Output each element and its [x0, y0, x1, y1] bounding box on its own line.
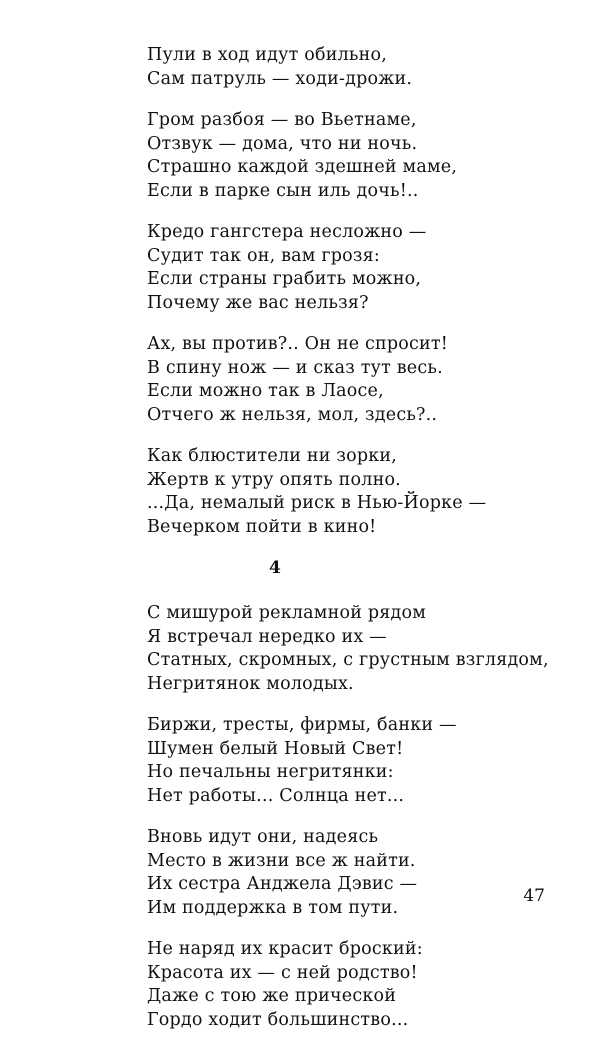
stanza — [147, 109, 567, 203]
poem-line: Жертв к утру опять полно. — [147, 469, 401, 490]
poem-line: Кредо гангстера несложно — — [147, 222, 427, 242]
poem-line: Если можно так в Лаосе, — [147, 381, 384, 401]
stanza — [147, 714, 567, 808]
poem-line: Гордо ходит большинство... — [147, 1009, 409, 1030]
poem-line: Вечерком пойти в кино! — [147, 516, 377, 537]
poem-line: Биржи, тресты, фирмы, банки — — [147, 715, 457, 735]
page-number: 47 — [523, 886, 545, 906]
stanza — [147, 333, 567, 427]
stanza — [147, 938, 567, 1032]
poem-line: Их сестра Анджела Дэвис — — [147, 874, 418, 894]
poem-line: Шумен белый Новый Свет! — [147, 738, 404, 759]
poem-line: Красота их — с ней родство! — [147, 962, 418, 983]
poem-line: Пули в ход идут обильно, — [147, 45, 387, 65]
poem-line: Почему же вас нельзя? — [147, 292, 369, 313]
poem-line: Им поддержка в том пути. — [147, 897, 399, 918]
poem-line: Как блюстители ни зорки, — [147, 446, 398, 466]
poem-line: Гром разбоя — во Вьетнаме, — [147, 110, 417, 130]
stanza — [147, 445, 567, 539]
poem-line: Но печальны негритянки: — [147, 762, 394, 782]
poem-line: ...Да, немалый риск в Нью-Йорке — — [147, 493, 487, 513]
poem-line: Я встречал нередко их — — [147, 626, 387, 647]
poem-line: Отзвук — дома, что ни ночь. — [147, 133, 418, 154]
poem-text — [147, 44, 567, 1050]
poem-line: Место в жизни все ж найти. — [147, 850, 416, 871]
stanza — [147, 44, 567, 91]
section-number: 4 — [269, 558, 281, 578]
poem-line: Страшно каждой здешней маме, — [147, 157, 458, 177]
poem-line: Вновь идут они, надеясь — [147, 827, 379, 847]
poem-line: Статных, скромных, с грустным взглядом, — [147, 650, 549, 670]
poem-line: Нет работы... Солнца нет... — [147, 785, 405, 806]
poem-line: В спину нож — и сказ тут весь. — [147, 357, 443, 378]
poem-line: Ах, вы против?.. Он не спросит! — [147, 334, 448, 354]
poem-line: С мишурой рекламной рядом — [147, 603, 427, 623]
poem-line: Даже с тою же прической — [147, 986, 397, 1006]
poem-line: Отчего ж нельзя, мол, здесь?.. — [147, 404, 438, 425]
poem-line: Если страны грабить можно, — [147, 269, 422, 289]
poem-line: Судит так он, вам грозя: — [147, 245, 380, 266]
stanza — [147, 826, 567, 920]
stanza — [147, 221, 567, 315]
poem-line: Негритянок молодых. — [147, 673, 354, 694]
poem-line: Сам патруль — ходи-дрожи. — [147, 68, 413, 89]
poem-line: Не наряд их красит броский: — [147, 939, 423, 959]
poem-line: Если в парке сын иль дочь!.. — [147, 180, 419, 201]
stanza — [147, 602, 567, 696]
